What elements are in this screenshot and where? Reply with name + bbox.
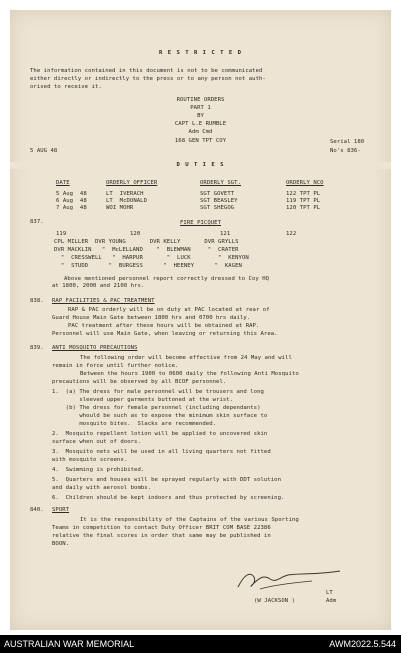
order-839-line: (b) The dress for female personnel (including dependants) (52, 405, 261, 411)
order-839-line: whould be such as to expose the minimum skin surface to (52, 413, 268, 419)
order-838-line: Personnel will use Main Gate, when leaving or returning this Area. (52, 331, 278, 337)
signature-role: Adm (326, 598, 337, 604)
duty-sgt: SGT SHEGOG (200, 205, 235, 211)
duty-date: 5 Aug 48 (56, 191, 87, 197)
duty-date: 7 Aug 48 (56, 205, 87, 211)
order-840-heading: SPORT (52, 507, 70, 513)
title-unit: 168 GEN TPT COY (174, 138, 227, 144)
order-838-line: RAP & PAC orderly will be on duty at PAC located at rear of (68, 307, 270, 313)
order-839-line: remain in force until further notice. (52, 363, 179, 369)
order-numbers: No's 836- (330, 148, 361, 154)
platoon-122: 122 (286, 231, 297, 237)
col-orderly-officer: ORDERLY OFFICER (106, 180, 158, 186)
security-notice-line-1: The information contained in this document is not to be communicated (30, 68, 263, 74)
col-orderly-sgt: ORDERLY SGT. (200, 180, 242, 186)
order-838-line: PAC treatment after these hours will be obtained at RAP. (68, 323, 260, 329)
picquet-row: CPL MILLER DVR YOUNG DVR KELLY DVR GRYLLS (54, 239, 239, 245)
order-839-line: 4. Swimming is prohibited. (52, 467, 145, 473)
order-839-line: and daily with aerosol bombs. (52, 485, 152, 491)
order-837-heading: FIRE PICQUET (179, 220, 221, 226)
platoon-121: 121 (220, 231, 231, 237)
order-837-number: 837. (30, 219, 44, 225)
signature-name: (W JACKSON ) (254, 598, 296, 604)
order-839-line: 2. Mosquito repellent lotion will be applied to uncovered skin (52, 431, 268, 437)
duty-nco: 120 TPT PL (286, 205, 321, 211)
security-notice-line-2: either directly or indirectly to the press or to any person not auth- (30, 76, 266, 82)
order-837-note-1: Above mentioned personnel report correctly dressed to Coy HQ (64, 276, 270, 282)
title-commander: CAPT L.E RUMBLE (174, 121, 227, 127)
order-839-line: 5. Quarters and houses will be sprayed regularly with DDT solution (52, 477, 281, 483)
order-839-line: The following order will become effective from 24 May and will (80, 355, 292, 361)
picquet-row: " CRESSWELL " HARPUR " LUCK " KENYON (54, 255, 249, 261)
order-839-heading: ANTI MOSQUITO PRECAUTIONS (52, 345, 138, 351)
order-837-note-2: at 1800, 2000 and 2100 hrs. (52, 283, 145, 289)
order-839-line: with mosquito screens. (52, 457, 128, 463)
duty-sgt: SGT GOVETT (200, 191, 235, 197)
platoon-119: 119 (56, 231, 67, 237)
order-840-line: BOON. (52, 541, 70, 547)
security-notice-line-3: orised to receive it. (30, 84, 102, 90)
title-routine-orders: ROUTINE ORDERS (176, 97, 225, 103)
order-839-line: precautions will be observed by all BCOF personnel. (52, 379, 227, 385)
archive-id: AWM2022.5.544 (329, 639, 396, 649)
order-839-line: surface when out of doors. (52, 439, 141, 445)
document-page (10, 10, 391, 630)
order-839-number: 839. (30, 345, 44, 351)
order-838-number: 838. (30, 298, 44, 304)
order-date: 5 AUG 48 (30, 148, 58, 154)
col-orderly-nco: ORDERLY NCO (286, 180, 324, 186)
duty-sgt: SGT BEASLEY (200, 198, 238, 204)
classification-banner: R E S T R I C T E D (159, 50, 242, 56)
order-839-line: 6. Children should be kept indoors and thus protected by screening. (52, 495, 285, 501)
duty-date: 6 Aug 48 (56, 198, 87, 204)
order-838-line: Guard House Main Gate between 1800 hrs and 0700 hrs daily. (52, 315, 251, 321)
duty-nco: 119 TPT PL (286, 198, 321, 204)
duty-officer: WOI MOHR (106, 205, 134, 211)
archive-footer (0, 635, 401, 653)
archive-source: AUSTRALIAN WAR MEMORIAL (4, 639, 135, 649)
picquet-row: DVR MACKLIN " McLELLAND " BLEWMAN " CRATER (54, 247, 239, 253)
duty-officer: LT McDONALD (106, 198, 148, 204)
order-840-line: Teams in competition to contact Duty Officer BRIT COM BASE 22386 (52, 525, 271, 531)
order-839-line: Between the hours 1900 to 0600 daily the following Anti Mosquito (80, 371, 299, 377)
order-840-line: It is the responsibility of the Captains of the various Sporting (80, 517, 299, 523)
title-by: BY (197, 113, 204, 119)
signature-rank: LT (326, 590, 333, 596)
col-date: DATE (56, 180, 70, 186)
order-839-line: 3. Mosquito nets will be used in all living quarters not fitted (52, 449, 271, 455)
title-adm-cmd: Adm Cmd (188, 129, 213, 135)
platoon-120: 120 (130, 231, 141, 237)
order-838-heading: RAP FACILITIES & PAC TREATMENT (52, 298, 155, 304)
serial-number: Serial 180 (330, 139, 365, 145)
picquet-row: " STUDD " BURGESS " HEENEY " KAGEN (54, 263, 242, 269)
order-839-line: mosquito bites. Slacks are recommended. (52, 421, 217, 427)
order-836-heading: D U T I E S (10, 162, 391, 169)
order-840-number: 840. (30, 507, 44, 513)
duty-nco: 122 TPT PL (286, 191, 321, 197)
order-840-line: relative the final scores in order that same may be published in (52, 533, 271, 539)
order-839-line: sleeved upper garments buttoned at the wrist. (52, 397, 234, 403)
order-839-line: 1. (a) The dress for male personnel will be trousers and long (52, 389, 264, 395)
title-part: PART 1 (190, 105, 211, 111)
duty-officer: LT IVERACH (106, 191, 144, 197)
